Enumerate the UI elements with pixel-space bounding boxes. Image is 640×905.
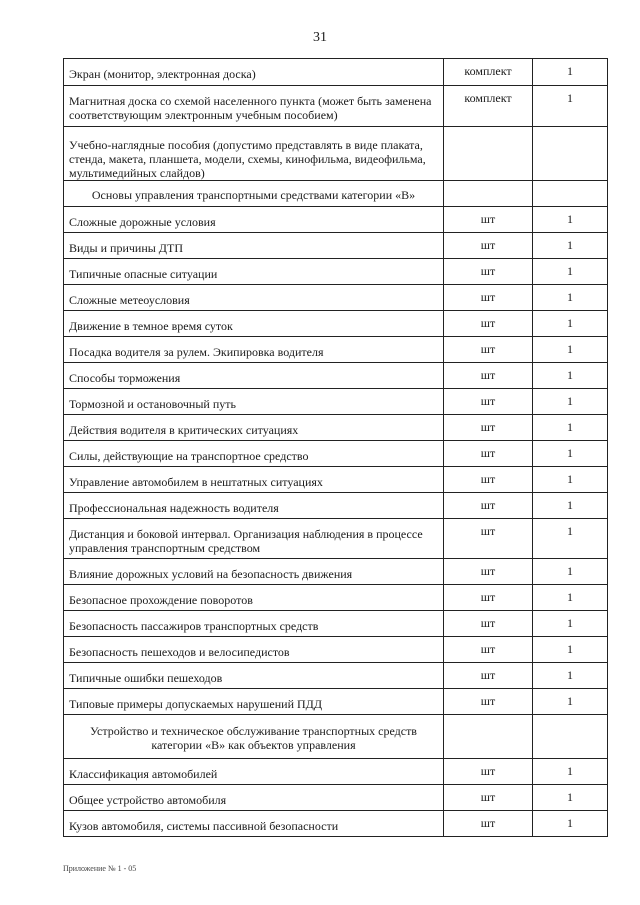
table-row: [64, 637, 608, 663]
item-name: Силы, действующие на транспортное средство: [64, 441, 444, 467]
item-unit: шт: [444, 811, 533, 837]
item-qty: 1: [533, 285, 608, 311]
item-qty: 1: [533, 259, 608, 285]
item-unit: шт: [444, 689, 533, 715]
item-qty: 1: [533, 811, 608, 837]
item-qty: 1: [533, 689, 608, 715]
item-unit: шт: [444, 663, 533, 689]
item-unit: шт: [444, 637, 533, 663]
item-qty: [533, 715, 608, 759]
table-row: [64, 759, 608, 785]
item-name: Действия водителя в критических ситуациях: [64, 415, 444, 441]
item-name: Типовые примеры допускаемых нарушений ПДД: [64, 689, 444, 715]
item-unit: шт: [444, 585, 533, 611]
item-name: Способы торможения: [64, 363, 444, 389]
item-name: Движение в темное время суток: [64, 311, 444, 337]
item-qty: [533, 127, 608, 181]
footer-note: Приложение № 1 - 05: [63, 864, 137, 873]
item-name: Влияние дорожных условий на безопасность движения: [64, 559, 444, 585]
item-qty: 1: [533, 637, 608, 663]
table-row: [64, 389, 608, 415]
item-qty: 1: [533, 415, 608, 441]
item-unit: [444, 715, 533, 759]
item-name: Общее устройство автомобиля: [64, 785, 444, 811]
item-name: Сложные метеоусловия: [64, 285, 444, 311]
item-name: Кузов автомобиля, системы пассивной безопасности: [64, 811, 444, 837]
item-unit: шт: [444, 389, 533, 415]
item-qty: 1: [533, 337, 608, 363]
table-row: [64, 559, 608, 585]
item-name: Сложные дорожные условия: [64, 207, 444, 233]
item-qty: 1: [533, 441, 608, 467]
item-qty: 1: [533, 311, 608, 337]
item-unit: шт: [444, 559, 533, 585]
item-name: Дистанция и боковой интервал. Организация наблюдения в процессе управления транспортным средством: [64, 519, 444, 559]
item-qty: 1: [533, 663, 608, 689]
table-row: [64, 785, 608, 811]
section-title: Устройство и техническое обслуживание транспортных средств категории «В» как объектов управления: [64, 715, 444, 759]
item-unit: шт: [444, 611, 533, 637]
item-name: Классификация автомобилей: [64, 759, 444, 785]
item-qty: [533, 181, 608, 207]
item-name: Тормозной и остановочный путь: [64, 389, 444, 415]
table-row: [64, 259, 608, 285]
table-row: [64, 311, 608, 337]
item-name: Типичные ошибки пешеходов: [64, 663, 444, 689]
item-unit: шт: [444, 233, 533, 259]
table-row: [64, 207, 608, 233]
section-header-row: [64, 181, 608, 207]
item-name: Виды и причины ДТП: [64, 233, 444, 259]
item-unit: шт: [444, 259, 533, 285]
item-qty: 1: [533, 363, 608, 389]
item-name: Экран (монитор, электронная доска): [64, 59, 444, 86]
equipment-table: [63, 58, 608, 837]
table-row: [64, 611, 608, 637]
item-qty: 1: [533, 467, 608, 493]
item-name: Типичные опасные ситуации: [64, 259, 444, 285]
item-unit: комплект: [444, 86, 533, 127]
table-row: [64, 363, 608, 389]
item-unit: шт: [444, 285, 533, 311]
table-row: [64, 59, 608, 86]
item-unit: комплект: [444, 59, 533, 86]
item-name: Профессиональная надежность водителя: [64, 493, 444, 519]
table-row: [64, 811, 608, 837]
item-qty: 1: [533, 59, 608, 86]
item-unit: шт: [444, 759, 533, 785]
item-unit: шт: [444, 785, 533, 811]
item-name: Безопасность пассажиров транспортных средств: [64, 611, 444, 637]
table-row: [64, 585, 608, 611]
item-qty: 1: [533, 493, 608, 519]
item-unit: [444, 127, 533, 181]
item-name: Безопасное прохождение поворотов: [64, 585, 444, 611]
table-row: [64, 233, 608, 259]
table-row: [64, 441, 608, 467]
item-qty: 1: [533, 389, 608, 415]
table-row: [64, 689, 608, 715]
item-qty: 1: [533, 519, 608, 559]
item-unit: шт: [444, 519, 533, 559]
item-unit: [444, 181, 533, 207]
table-row: [64, 285, 608, 311]
item-qty: 1: [533, 86, 608, 127]
item-unit: шт: [444, 493, 533, 519]
table-row: [64, 127, 608, 181]
page-number: 31: [313, 30, 327, 45]
item-name: Безопасность пешеходов и велосипедистов: [64, 637, 444, 663]
item-unit: шт: [444, 311, 533, 337]
item-qty: 1: [533, 585, 608, 611]
table-row: [64, 663, 608, 689]
table-row: [64, 415, 608, 441]
item-qty: 1: [533, 207, 608, 233]
item-qty: 1: [533, 785, 608, 811]
item-qty: 1: [533, 611, 608, 637]
item-name: Посадка водителя за рулем. Экипировка водителя: [64, 337, 444, 363]
item-name: Учебно-наглядные пособия (допустимо представлять в виде плаката, стенда, макета, планшета, модели, схемы, кинофильма, видеофильма, мультимедийных слайдов): [64, 127, 444, 181]
item-unit: шт: [444, 441, 533, 467]
table-row: [64, 493, 608, 519]
table-row: [64, 337, 608, 363]
item-name: Магнитная доска со схемой населенного пункта (может быть заменена соответствующим электронным учебным пособием): [64, 86, 444, 127]
item-unit: шт: [444, 415, 533, 441]
item-unit: шт: [444, 337, 533, 363]
table-row: [64, 467, 608, 493]
item-unit: шт: [444, 207, 533, 233]
item-qty: 1: [533, 759, 608, 785]
item-unit: шт: [444, 363, 533, 389]
section-header-row: [64, 715, 608, 759]
section-title: Основы управления транспортными средствами категории «В»: [64, 181, 444, 207]
item-unit: шт: [444, 467, 533, 493]
table-row: [64, 519, 608, 559]
item-qty: 1: [533, 559, 608, 585]
item-qty: 1: [533, 233, 608, 259]
item-name: Управление автомобилем в нештатных ситуациях: [64, 467, 444, 493]
table-row: [64, 86, 608, 127]
